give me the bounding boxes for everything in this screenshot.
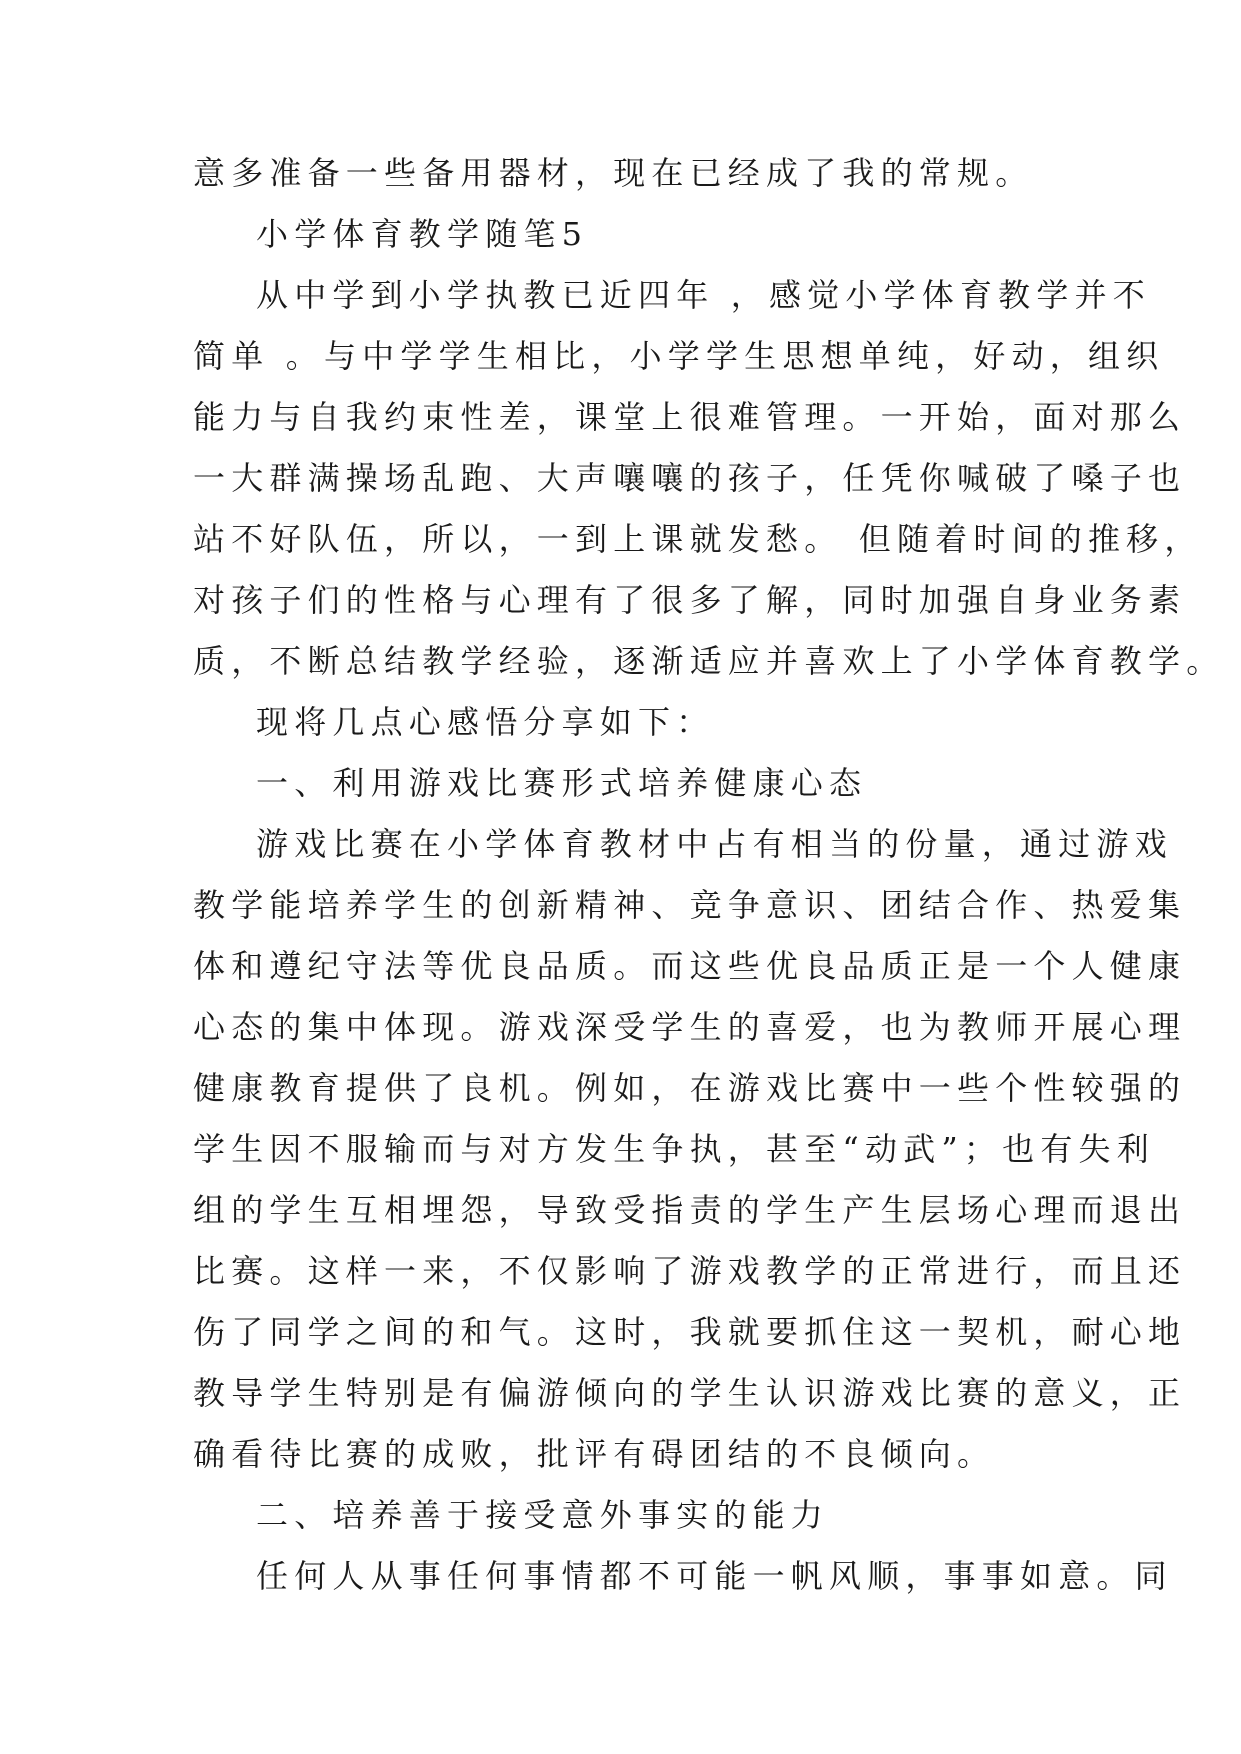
text-line: 任何人从事任何事情都不可能一帆风顺，事事如意。同 — [256, 1557, 1173, 1595]
text-line: 教导学生特别是有偏游倾向的学生认识游戏比赛的意义，正 — [193, 1374, 1187, 1412]
text-line: 现将几点心感悟分享如下： — [256, 703, 715, 741]
text-line: 确看待比赛的成败，批评有碍团结的不良倾向。 — [193, 1435, 996, 1473]
text-line: 比赛。这样一来，不仅影响了游戏教学的正常进行，而且还 — [193, 1252, 1187, 1290]
text-line: 游戏比赛在小学体育教材中占有相当的份量，通过游戏 — [256, 825, 1173, 863]
text-line: 伤了同学之间的和气。这时，我就要抓住这一契机，耐心地 — [193, 1313, 1187, 1351]
text-line: 能力与自我约束性差，课堂上很难管理。一开始，面对那么 — [193, 398, 1187, 436]
text-line: 心态的集中体现。游戏深受学生的喜爱，也为教师开展心理 — [193, 1008, 1187, 1046]
text-line: 体和遵纪守法等优良品质。而这些优良品质正是一个人健康 — [193, 947, 1187, 985]
text-line: 学生因不服输而与对方发生争执，甚至“动武”；也有失利 — [193, 1130, 1155, 1168]
text-line: 从中学到小学执教已近四年 ，感觉小学体育教学并不 — [256, 276, 1151, 314]
text-line: 意多准备一些备用器材，现在已经成了我的常规。 — [193, 154, 1034, 192]
text-line: 简单 。与中学学生相比，小学学生思想单纯，好动，组织 — [193, 337, 1165, 375]
text-line: 站不好队伍，所以，一到上课就发愁。 但随着时间的推移， — [193, 520, 1203, 558]
text-line: 教学能培养学生的创新精神、竞争意识、团结合作、热爱集 — [193, 886, 1187, 924]
text-line: 对孩子们的性格与心理有了很多了解，同时加强自身业务素 — [193, 581, 1187, 619]
text-line: 健康教育提供了良机。例如，在游戏比赛中一些个性较强的 — [193, 1069, 1187, 1107]
section-heading: 小学体育教学随笔5 — [256, 215, 589, 253]
text-line: 质，不断总结教学经验，逐渐适应并喜欢上了小学体育教学。 — [193, 642, 1225, 680]
text-line: 组的学生互相埋怨，导致受指责的学生产生层场心理而退出 — [193, 1191, 1187, 1229]
text-line: 一大群满操场乱跑、大声嚷嚷的孩子，任凭你喊破了嗓子也 — [193, 459, 1187, 497]
subheading: 一、利用游戏比赛形式培养健康心态 — [256, 764, 868, 802]
subheading: 二、培养善于接受意外事实的能力 — [256, 1496, 830, 1534]
